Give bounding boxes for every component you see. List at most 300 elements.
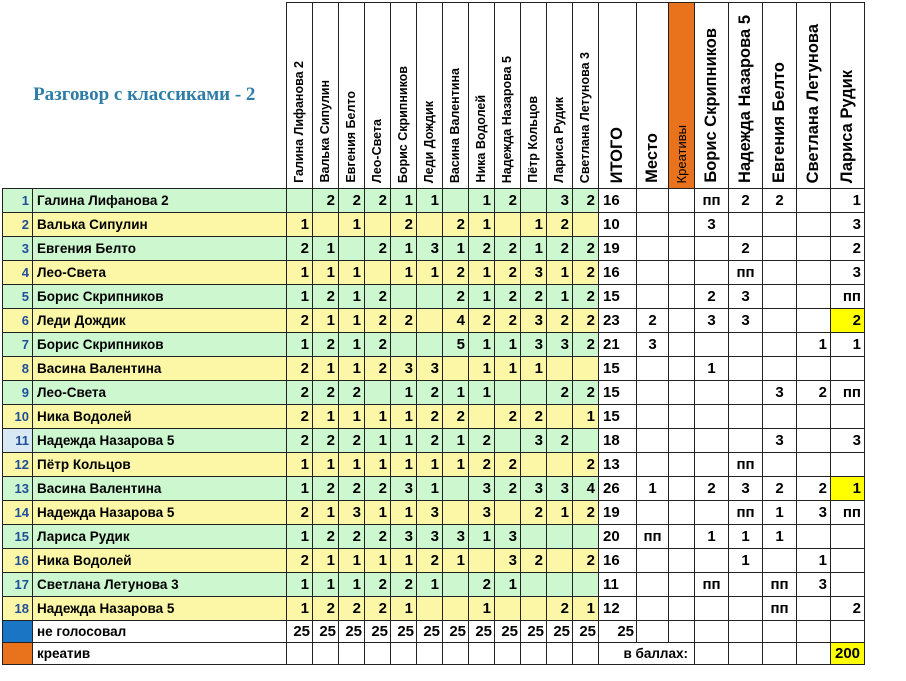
max-points-cell: 25	[365, 621, 391, 643]
vote-cell: 1	[573, 597, 599, 621]
vote-cell: 2	[573, 261, 599, 285]
vote-cell: 2	[339, 525, 365, 549]
max-points-cell: 25	[495, 621, 521, 643]
vote-cell: 2	[495, 309, 521, 333]
judge-cell: 1	[763, 525, 797, 549]
judge-cell	[729, 213, 763, 237]
vote-cell: 1	[443, 237, 469, 261]
points-label: в баллах:	[599, 643, 695, 665]
judge-cell: 2	[831, 237, 865, 261]
empty-cell	[637, 621, 669, 643]
empty-cell	[365, 643, 391, 665]
judge-cell	[797, 189, 831, 213]
judge-cell	[797, 237, 831, 261]
vote-cell: 2	[547, 309, 573, 333]
judge-header-cell	[763, 3, 797, 189]
empty-cell	[831, 621, 865, 643]
vote-cell: 2	[573, 501, 599, 525]
voter-header-cell	[313, 3, 339, 189]
vote-cell: 2	[469, 309, 495, 333]
judge-cell	[797, 357, 831, 381]
creative-cell	[669, 189, 695, 213]
vote-cell: 1	[573, 405, 599, 429]
vote-cell: 2	[287, 309, 313, 333]
author-name: Ника Водолей	[33, 405, 287, 429]
vote-cell	[391, 333, 417, 357]
judge-cell	[695, 261, 729, 285]
judge-cell: 1	[831, 189, 865, 213]
vote-cell: 3	[417, 525, 443, 549]
vote-cell: 2	[443, 213, 469, 237]
empty-cell	[573, 643, 599, 665]
place-cell	[637, 501, 669, 525]
vote-cell: 1	[287, 261, 313, 285]
creative-cell	[669, 381, 695, 405]
table-row	[3, 501, 865, 525]
judge-cell: 2	[831, 309, 865, 333]
vote-cell: 3	[443, 525, 469, 549]
voter-header: Светлана Летунова 3	[578, 51, 593, 183]
vote-cell	[547, 453, 573, 477]
vote-cell: 2	[573, 237, 599, 261]
judge-cell: 1	[797, 333, 831, 357]
vote-cell: 2	[339, 429, 365, 453]
judge-header-cell	[831, 3, 865, 189]
judge-cell: 1	[797, 549, 831, 573]
judge-cell	[763, 261, 797, 285]
vote-cell: 1	[287, 477, 313, 501]
vote-cell: 2	[365, 573, 391, 597]
voter-header: Васина Валентина	[448, 67, 463, 183]
voter-header-cell	[469, 3, 495, 189]
voter-header: Валька Сипулин	[318, 80, 333, 183]
vote-cell: 3	[547, 477, 573, 501]
vote-cell: 2	[573, 285, 599, 309]
place-cell: 3	[637, 333, 669, 357]
vote-cell: 2	[339, 477, 365, 501]
place-cell	[637, 261, 669, 285]
vote-cell: 2	[547, 213, 573, 237]
creative-cell	[669, 525, 695, 549]
vote-cell	[339, 237, 365, 261]
judge-cell: 2	[831, 597, 865, 621]
vote-cell: 2	[495, 237, 521, 261]
max-points-cell: 25	[417, 621, 443, 643]
legend-row-not-voted	[3, 621, 865, 643]
vote-cell	[417, 213, 443, 237]
row-number: 12	[3, 453, 33, 477]
vote-cell: 3	[495, 525, 521, 549]
judge-header: Светлана Летунова	[804, 23, 823, 183]
vote-cell: 2	[573, 381, 599, 405]
creative-cell	[669, 573, 695, 597]
judge-cell	[729, 429, 763, 453]
vote-cell	[573, 525, 599, 549]
empty-cell	[547, 643, 573, 665]
vote-cell: 1	[443, 549, 469, 573]
empty-cell	[495, 643, 521, 665]
table-row	[3, 357, 865, 381]
vote-cell: 2	[469, 429, 495, 453]
voter-header: Лео-Света	[370, 119, 385, 183]
vote-cell: 3	[547, 333, 573, 357]
vote-cell: 2	[287, 237, 313, 261]
vote-cell: 2	[495, 285, 521, 309]
creative-cell	[669, 333, 695, 357]
judge-cell: 3	[695, 213, 729, 237]
author-name: Валька Сипулин	[33, 213, 287, 237]
row-number: 15	[3, 525, 33, 549]
creative-label: креатив	[33, 643, 287, 665]
vote-cell: 2	[391, 213, 417, 237]
vote-cell: 4	[443, 309, 469, 333]
judge-cell	[763, 549, 797, 573]
creative-cell	[669, 285, 695, 309]
judge-cell	[797, 453, 831, 477]
row-number: 7	[3, 333, 33, 357]
vote-cell: 3	[469, 501, 495, 525]
voter-header-cell	[547, 3, 573, 189]
judge-cell: 1	[831, 333, 865, 357]
vote-cell: 2	[417, 405, 443, 429]
vote-cell: 2	[339, 381, 365, 405]
creative-cell	[669, 237, 695, 261]
place-cell	[637, 285, 669, 309]
vote-cell	[495, 213, 521, 237]
vote-cell: 1	[339, 213, 365, 237]
judge-cell	[797, 309, 831, 333]
judge-cell	[763, 237, 797, 261]
voter-header-cell	[365, 3, 391, 189]
vote-cell	[417, 285, 443, 309]
vote-cell: 2	[313, 381, 339, 405]
judge-cell	[763, 333, 797, 357]
vote-cell: 1	[287, 597, 313, 621]
empty-cell	[729, 643, 763, 665]
vote-cell: 1	[443, 429, 469, 453]
vote-cell: 1	[391, 381, 417, 405]
row-number: 13	[3, 477, 33, 501]
vote-cell: 2	[521, 501, 547, 525]
vote-cell: 1	[365, 501, 391, 525]
row-number: 5	[3, 285, 33, 309]
vote-cell	[443, 573, 469, 597]
creative-swatch	[3, 643, 33, 665]
voter-header-cell	[287, 3, 313, 189]
vote-cell: 2	[495, 261, 521, 285]
vote-cell	[547, 573, 573, 597]
judge-header: Лариса Рудик	[838, 69, 857, 183]
table-row	[3, 429, 865, 453]
judge-cell	[729, 333, 763, 357]
voter-header-cell	[573, 3, 599, 189]
vote-cell: 1	[495, 333, 521, 357]
vote-cell: 4	[573, 477, 599, 501]
judge-cell	[695, 501, 729, 525]
vote-cell: 2	[495, 189, 521, 213]
creative-cell	[669, 597, 695, 621]
vote-cell	[495, 381, 521, 405]
empty-cell	[313, 643, 339, 665]
vote-cell: 1	[443, 381, 469, 405]
table-row	[3, 525, 865, 549]
vote-cell: 1	[417, 453, 443, 477]
vote-cell: 1	[365, 549, 391, 573]
vote-cell: 2	[547, 597, 573, 621]
vote-cell: 2	[313, 477, 339, 501]
judge-cell: пп	[763, 597, 797, 621]
judge-cell	[729, 381, 763, 405]
vote-cell: 1	[495, 357, 521, 381]
vote-cell: 1	[469, 357, 495, 381]
vote-cell: 1	[469, 333, 495, 357]
voter-header: Лариса Рудик	[552, 97, 567, 183]
vote-cell: 1	[391, 501, 417, 525]
vote-cell: 1	[365, 429, 391, 453]
vote-cell	[547, 405, 573, 429]
judge-cell	[797, 405, 831, 429]
vote-cell	[495, 429, 521, 453]
vote-cell	[313, 213, 339, 237]
row-number: 18	[3, 597, 33, 621]
vote-cell	[443, 189, 469, 213]
vote-cell: 1	[339, 261, 365, 285]
vote-cell: 1	[469, 213, 495, 237]
judge-header: Борис Скрипников	[702, 28, 721, 183]
judge-cell: 3	[831, 429, 865, 453]
max-points-cell: 25	[599, 621, 637, 643]
vote-cell: 3	[521, 261, 547, 285]
vote-cell: 2	[339, 189, 365, 213]
row-number: 3	[3, 237, 33, 261]
empty-cell	[443, 643, 469, 665]
judge-cell: 2	[729, 189, 763, 213]
total-cell: 15	[599, 405, 637, 429]
table-row	[3, 333, 865, 357]
total-header: ИТОГО	[608, 126, 627, 183]
empty-cell	[669, 621, 695, 643]
vote-cell	[573, 213, 599, 237]
author-name: Лео-Света	[33, 381, 287, 405]
vote-cell: 1	[469, 381, 495, 405]
place-cell	[637, 381, 669, 405]
empty-cell	[797, 621, 831, 643]
vote-cell: 1	[417, 261, 443, 285]
judge-cell: 2	[729, 237, 763, 261]
voter-header-cell	[339, 3, 365, 189]
creative-header-cell	[669, 3, 695, 189]
vote-cell: 1	[339, 549, 365, 573]
vote-cell: 3	[469, 477, 495, 501]
row-number: 2	[3, 213, 33, 237]
vote-cell: 1	[391, 237, 417, 261]
vote-cell: 1	[521, 357, 547, 381]
vote-cell: 1	[391, 549, 417, 573]
judge-cell	[831, 549, 865, 573]
judge-header-cell	[729, 3, 763, 189]
total-cell: 15	[599, 285, 637, 309]
vote-cell: 1	[287, 573, 313, 597]
vote-cell: 1	[339, 333, 365, 357]
row-number: 17	[3, 573, 33, 597]
vote-cell	[573, 573, 599, 597]
judge-cell: 1	[695, 525, 729, 549]
judge-cell: 2	[695, 477, 729, 501]
vote-cell	[521, 573, 547, 597]
judge-cell: 3	[763, 381, 797, 405]
author-name: Евгения Белто	[33, 237, 287, 261]
judge-cell: пп	[729, 453, 763, 477]
judge-cell	[695, 549, 729, 573]
vote-cell: 2	[365, 237, 391, 261]
judge-cell: пп	[831, 381, 865, 405]
vote-cell: 2	[365, 309, 391, 333]
place-cell	[637, 405, 669, 429]
author-name: Лариса Рудик	[33, 525, 287, 549]
max-points-cell: 25	[573, 621, 599, 643]
empty-cell	[729, 621, 763, 643]
judge-cell: пп	[831, 501, 865, 525]
total-cell: 16	[599, 189, 637, 213]
vote-cell	[521, 597, 547, 621]
judge-cell: 1	[763, 501, 797, 525]
empty-cell	[763, 621, 797, 643]
max-points-cell: 25	[443, 621, 469, 643]
judge-cell	[797, 525, 831, 549]
author-name: Галина Лифанова 2	[33, 189, 287, 213]
creative-cell	[669, 405, 695, 429]
vote-cell: 1	[391, 429, 417, 453]
vote-cell: 1	[469, 597, 495, 621]
place-cell: 2	[637, 309, 669, 333]
vote-cell	[417, 333, 443, 357]
legend-row-creative	[3, 643, 865, 665]
creative-cell	[669, 549, 695, 573]
vote-cell: 2	[573, 453, 599, 477]
judge-header-cell	[797, 3, 831, 189]
points-value: 200	[831, 643, 865, 665]
author-name: Светлана Летунова 3	[33, 573, 287, 597]
vote-cell: 2	[521, 405, 547, 429]
judge-cell: 2	[695, 285, 729, 309]
vote-cell: 2	[573, 309, 599, 333]
vote-cell: 2	[495, 405, 521, 429]
empty-cell	[695, 643, 729, 665]
judge-cell	[729, 357, 763, 381]
vote-cell: 1	[417, 477, 443, 501]
voter-header: Леди Дождик	[422, 100, 437, 183]
vote-cell: 1	[313, 261, 339, 285]
creative-cell	[669, 309, 695, 333]
total-cell: 18	[599, 429, 637, 453]
total-cell: 15	[599, 381, 637, 405]
vote-cell	[547, 525, 573, 549]
judge-cell	[797, 213, 831, 237]
voter-header-cell	[521, 3, 547, 189]
vote-cell: 1	[521, 237, 547, 261]
voter-header-cell	[391, 3, 417, 189]
judge-cell: 2	[797, 381, 831, 405]
vote-cell: 2	[495, 453, 521, 477]
row-number: 11	[3, 429, 33, 453]
judge-header-cell	[695, 3, 729, 189]
judge-cell: 3	[695, 309, 729, 333]
table-row	[3, 453, 865, 477]
judge-cell	[797, 285, 831, 309]
table-row	[3, 285, 865, 309]
judge-cell: 3	[763, 429, 797, 453]
vote-cell: 3	[521, 333, 547, 357]
max-points-cell: 25	[469, 621, 495, 643]
vote-cell: 3	[391, 357, 417, 381]
judge-cell	[797, 597, 831, 621]
vote-cell	[573, 429, 599, 453]
judge-cell	[695, 381, 729, 405]
creative-cell	[669, 429, 695, 453]
row-number: 9	[3, 381, 33, 405]
judge-cell: пп	[695, 189, 729, 213]
vote-cell: 1	[313, 549, 339, 573]
author-name: Надежда Назарова 5	[33, 501, 287, 525]
total-cell: 23	[599, 309, 637, 333]
judge-cell	[831, 405, 865, 429]
judge-header: Надежда Назарова 5	[736, 15, 755, 183]
creative-header: Креативы	[674, 124, 689, 183]
vote-cell: 1	[547, 501, 573, 525]
empty-cell	[391, 643, 417, 665]
not-voted-swatch	[3, 621, 33, 643]
vote-cell: 1	[391, 261, 417, 285]
voter-header-cell	[417, 3, 443, 189]
vote-cell: 1	[339, 309, 365, 333]
vote-cell: 1	[339, 573, 365, 597]
vote-cell	[495, 501, 521, 525]
place-cell	[637, 213, 669, 237]
judge-cell: 3	[797, 573, 831, 597]
vote-cell: 1	[287, 213, 313, 237]
vote-cell: 2	[443, 405, 469, 429]
not-voted-label: не голосовал	[33, 621, 287, 643]
vote-cell: 3	[495, 549, 521, 573]
empty-cell	[695, 621, 729, 643]
table-row	[3, 597, 865, 621]
judge-cell	[729, 597, 763, 621]
max-points-cell: 25	[391, 621, 417, 643]
empty-cell	[763, 643, 797, 665]
vote-cell: 1	[547, 285, 573, 309]
judge-cell: 1	[831, 477, 865, 501]
vote-cell	[443, 477, 469, 501]
max-points-cell: 25	[547, 621, 573, 643]
vote-cell: 2	[365, 477, 391, 501]
judge-cell	[695, 237, 729, 261]
vote-cell: 1	[391, 453, 417, 477]
vote-cell	[365, 381, 391, 405]
place-header: Место	[643, 133, 662, 183]
table-row	[3, 477, 865, 501]
judge-cell	[763, 357, 797, 381]
voter-header: Евгения Белто	[344, 91, 359, 183]
vote-cell: 2	[287, 429, 313, 453]
vote-cell: 3	[417, 501, 443, 525]
table-row	[3, 189, 865, 213]
total-cell: 11	[599, 573, 637, 597]
vote-cell: 1	[469, 525, 495, 549]
judge-cell: 3	[831, 213, 865, 237]
row-number: 4	[3, 261, 33, 285]
judge-cell	[831, 525, 865, 549]
vote-cell: 2	[365, 597, 391, 621]
